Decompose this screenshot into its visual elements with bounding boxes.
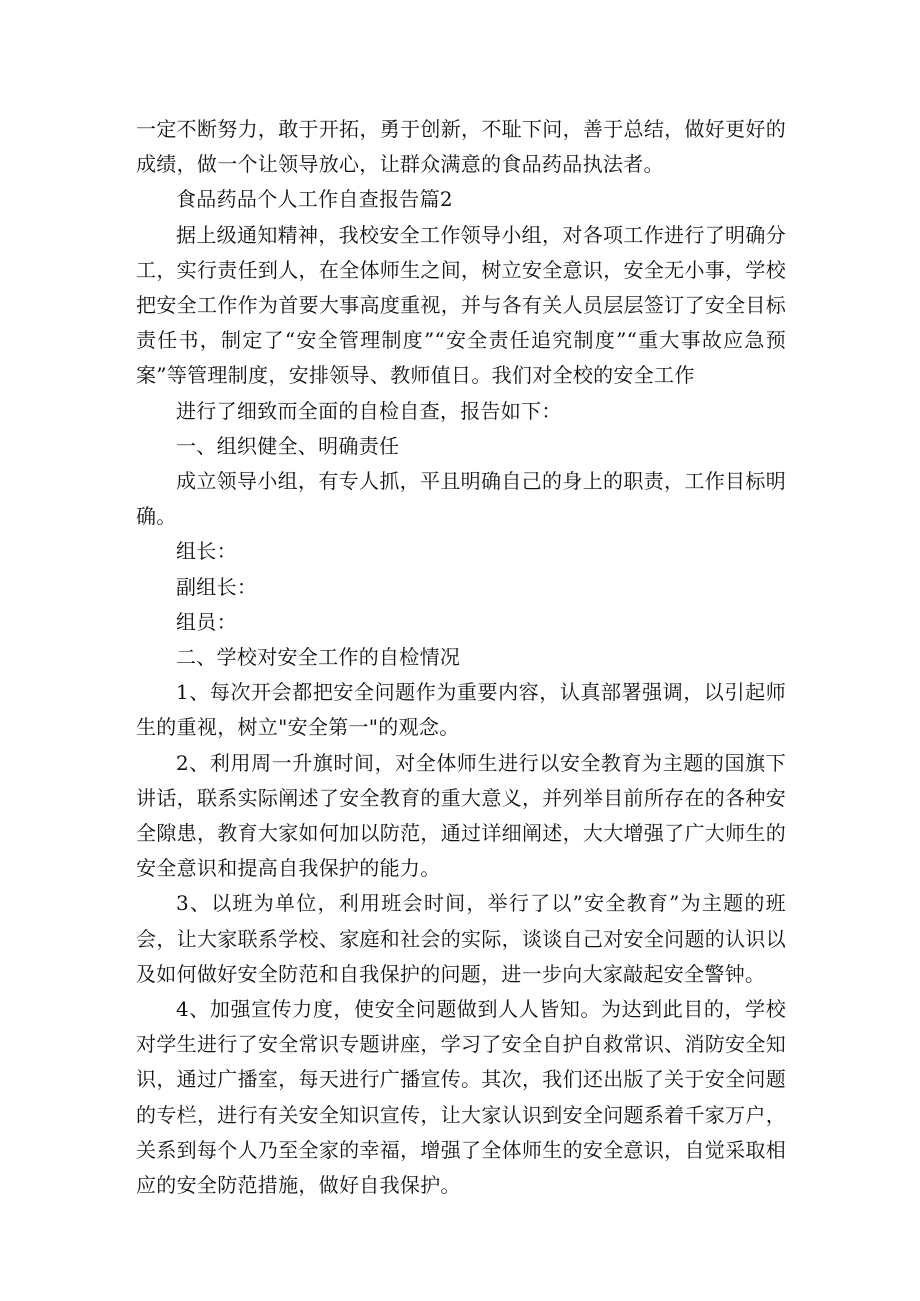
paragraph: 成立领导小组，有专人抓，平且明确自己的身上的职责，工作目标明确。: [136, 469, 786, 529]
list-item: 1、每次开会都把安全问题作为重要内容，认真部署强调，以引起师生的重视，树立"安全第一"的观念。: [136, 680, 786, 740]
subheading: 一、组织健全、明确责任: [176, 433, 400, 458]
field-label-leader: 组长：: [176, 539, 237, 564]
subheading: 二、学校对安全工作的自检情况: [176, 645, 461, 670]
section-heading: 食品药品个人工作自查报告篇2: [176, 187, 453, 212]
paragraph: 一定不断努力，敢于开拓，勇于创新，不耻下问，善于总结，做好更好的成绩，做一个让领导放心，让群众满意的食品药品执法者。: [136, 117, 786, 177]
list-item: 4、加强宣传力度，使安全问题做到人人皆知。为达到此目的，学校对学生进行了安全常识专题讲座，学习了安全自护自救常识、消防安全知识，通过广播室，每天进行广播宣传。其次，我们还出版了关于安全问题的专栏，进行有关安全知识宣传，让大家认识到安全问题系着千家万户，关系到每个人乃至全家的幸福，增强了全体师生的安全意识，自觉采取相应的安全防范措施，做好自我保护。: [136, 997, 786, 1198]
paragraph: 据上级通知精神，我校安全工作领导小组，对各项工作进行了明确分工，实行责任到人，在全体师生之间，树立安全意识，安全无小事，学校把安全工作作为首要大事高度重视，并与各有关人员层层签订了安全目标责任书，制定了“安全管理制度”“安全责任追究制度”“重大事故应急预案”等管理制度，安排领导、教师值日。我们对全校的安全工作: [136, 222, 786, 388]
field-label-deputy-leader: 副组长：: [176, 574, 258, 599]
document-body: [136, 112, 786, 1203]
paragraph: 进行了细致而全面的自检自查，报告如下：: [176, 398, 562, 423]
field-label-members: 组员：: [176, 609, 237, 634]
list-item: 3、以班为单位，利用班会时间，举行了以”安全教育”为主题的班会，让大家联系学校、家庭和社会的实际，谈谈自己对安全问题的认识以及如何做好安全防范和自我保护的问题，进一步向大家敲起安全警钟。: [136, 891, 786, 986]
list-item: 2、利用周一升旗时间，对全体师生进行以安全教育为主题的国旗下讲话，联系实际阐述了安全教育的重大意义，并列举目前所存在的各种安全隙患，教育大家如何加以防范，通过详细阐述，大大增强了广大师生的安全意识和提高自我保护的能力。: [136, 750, 786, 881]
